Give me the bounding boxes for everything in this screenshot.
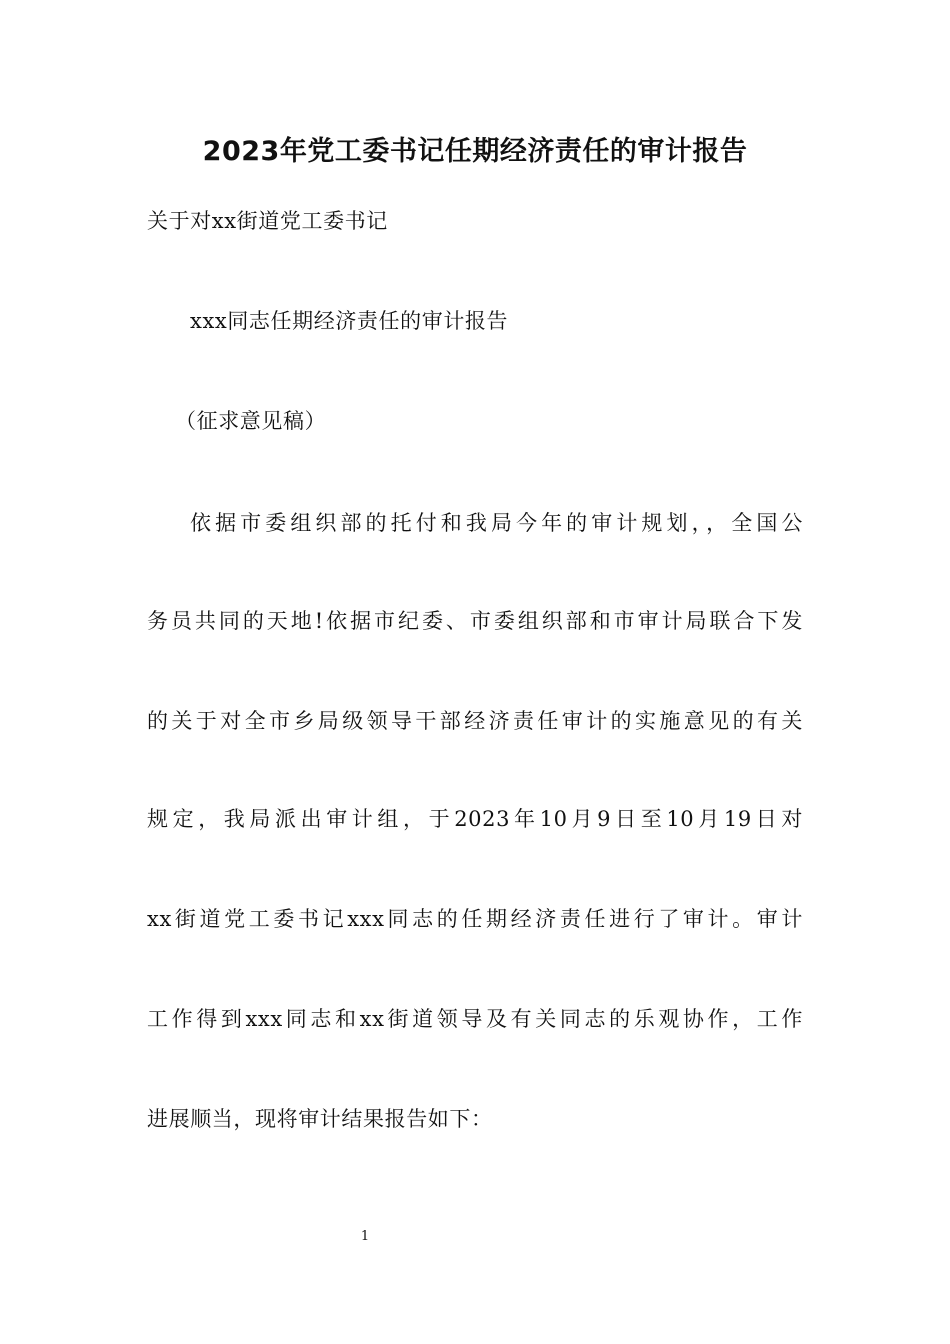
body-line-7: 进展顺当，现将审计结果报告如下： [147, 1107, 493, 1131]
draft-note: （征求意见稿） [175, 409, 327, 433]
body-line-3: 的关于对全市乡局级领导干部经济责任审计的实施意见的有关 [147, 709, 803, 733]
body-line-6: 工作得到xxx同志和xx街道领导及有关同志的乐观协作，工作 [147, 1007, 803, 1031]
body-line-2: 务员共同的天地!依据市纪委、市委组织部和市审计局联合下发 [147, 609, 803, 633]
body-line-1: 依据市委组织部的托付和我局今年的审计规划，，全国公 [190, 511, 803, 535]
page-number: 1 [360, 1229, 370, 1244]
document-title: 2023年党工委书记任期经济责任的审计报告 [202, 136, 748, 167]
subtitle-line-2: xxx同志任期经济责任的审计报告 [190, 309, 509, 333]
body-line-5: xx街道党工委书记xxx同志的任期经济责任进行了审计。审计 [147, 907, 803, 931]
subtitle-line-1: 关于对xx街道党工委书记 [147, 209, 388, 233]
body-line-4: 规定，我局派出审计组，于2023年10月9日至10月19日对 [147, 807, 803, 831]
